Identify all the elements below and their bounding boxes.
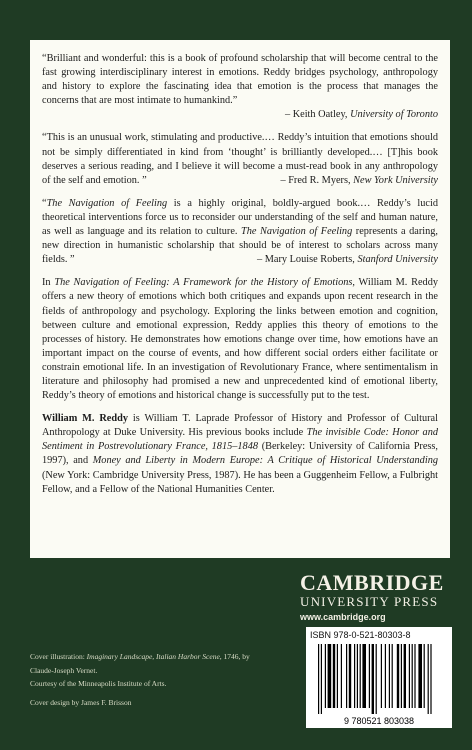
svg-text:9 780521 803038: 9 780521 803038: [343, 716, 415, 726]
cover-design-credit: Cover design by James F. Brisson: [30, 697, 132, 707]
cover-credits: [30, 650, 260, 709]
barcode-bar: [362, 644, 366, 708]
publisher-url: www.cambridge.org: [300, 612, 386, 622]
barcode-bar: [428, 644, 429, 714]
barcode-bar: [430, 644, 431, 714]
publisher-press: UNIVERSITY PRESS: [300, 594, 439, 609]
isbn-text: ISBN 978-0-521-80303-8: [310, 630, 411, 640]
barcode-bar: [392, 644, 393, 708]
barcode-bar: [321, 644, 322, 714]
quote-1-attribution: – Keith Oatley, University of Toronto: [284, 109, 438, 121]
quote-1: “Brilliant and wonderful: this is a book of profound scholarship that will become central to the fast growing interdisciplinary interest in emotions. Reddy bridges psychology, anthropology and history to explore the fascinating idea that emotion is the process that manages the concerns that are most intimate to humankind.” – Keith Oatley, University of Toronto: [42, 52, 438, 122]
barcode-bar: [369, 644, 370, 708]
quote-2-attribution: – Fred R. Myers, New York University: [280, 174, 438, 186]
barcode-bar: [354, 644, 355, 708]
barcode-bar: [412, 644, 413, 708]
barcode-bar: [389, 644, 390, 708]
publisher-name: CAMBRIDGE: [300, 570, 444, 595]
barcode-bar: [372, 644, 374, 714]
barcode-bar: [397, 644, 399, 708]
barcode-bar: [376, 644, 377, 714]
description: In The Navigation of Feeling: A Framework for the History of Emotions, William M. Reddy offers a new theory of emotions which both critiques and expands upon recent research in the fields of anthropology and psychology. Exploring the links between emotion and cognition, between culture and emotional expression, Reddy applies this theory of emotions to the processes of history. He demonstrates how emotions change over time, how emotions have an important impact on the course of events, and how different social orders either facilitate or constrain emotional life. In an investigation of Revolutionary France, where sentimentalism in literature and philosophy had promised a new and unprecedented kind of emotional liberty, Reddy’s theory of emotions and historical change is successfully put to the test.: [42, 277, 438, 402]
barcode-bar: [409, 644, 410, 708]
cover-illustration-credit: Cover illustration: Imaginary Landscape, Italian Harbor Scene, 1746, by Claude-Joseph Vernet.: [30, 652, 250, 675]
barcode-icon: [312, 644, 446, 726]
barcode-bar: [337, 644, 338, 708]
barcode-bar: [404, 644, 406, 708]
barcode-bar: [357, 644, 358, 708]
barcode-bar: [328, 644, 332, 708]
barcode-bar: [325, 644, 326, 708]
quote-2: “This is an unusual work, stimulating and productive.… Reddy’s intuition that emotions should not be simply differentiated in kind from ‘thought’ is brilliantly developed.… [T]his book deserves a serious reading, and I believe it will become a must-read book in any anthropology of the self and emotion. ” – Fred R. Myers, New York University: [42, 131, 438, 187]
quote-3: “The Navigation of Feeling is a highly original, boldly-argued book.… Reddy’s lucid theoretical interventions force us to reconsider our understanding of the self and human nature, as well as language and its relation to culture. The Navigation of Feeling represents a daring, new direction in humanistic scholarship that should be of interest to scholars across many fields. ” – Mary Louise Roberts, Stanford University: [42, 197, 438, 267]
barcode-bar: [360, 644, 361, 708]
barcode-bar: [414, 644, 415, 708]
author-bio: William M. Reddy is William T. Laprade Professor of History and Professor of Cultural Anthropology at Duke University. His previous books include The invisible Code: Honor and Sentiment in Postrevolutionary France, 1815–1848 (Berkeley: University of California Press, 1997), and Money and Liberty in Modern Europe: A Critique of Historical Understanding (New York: Cambridge University Press, 1987). He has been a Guggenheim Fellow, a Fulbright Fellow, and a Fellow of the National Humanities Center.: [42, 413, 439, 495]
quote-3-attribution: – Mary Louise Roberts, Stanford University: [257, 254, 438, 266]
courtesy-credit: Courtesy of the Minneapolis Institute of Arts.: [30, 679, 167, 688]
publisher-logo: [300, 572, 450, 623]
barcode-bar: [418, 644, 422, 708]
barcode-bar: [349, 644, 351, 708]
blurb-panel: [30, 40, 450, 558]
barcode-bar: [401, 644, 402, 708]
barcode-box: [306, 627, 452, 728]
barcode-bar: [341, 644, 342, 708]
barcode-bar: [385, 644, 386, 708]
barcode-bar: [333, 644, 335, 708]
barcode-bar: [346, 644, 347, 708]
author-name: William M. Reddy: [42, 413, 128, 425]
barcode-bar: [318, 644, 319, 714]
barcode-bar: [381, 644, 382, 708]
barcode-bar: [424, 644, 425, 708]
